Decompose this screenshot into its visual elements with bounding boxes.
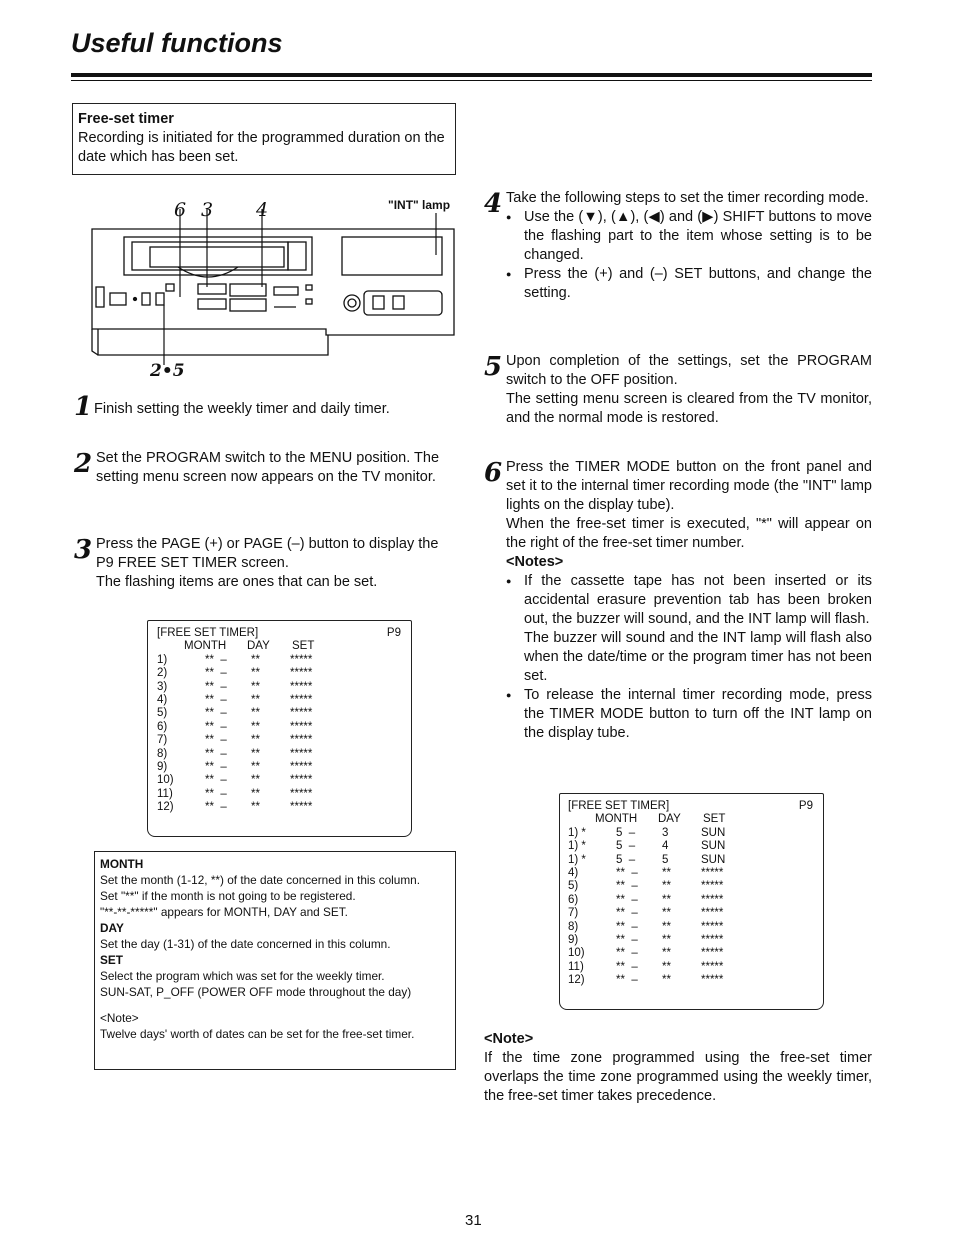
step-text-2: The flashing items are ones that can be set.: [96, 574, 378, 590]
screen-cell: ** –: [205, 680, 227, 693]
screen-row: [568, 961, 813, 974]
desc-month-2: Set "**" if the month is not going to be registered.: [100, 889, 356, 903]
screen-row: [568, 947, 813, 960]
screen-row: [568, 827, 813, 840]
step-number: 4: [484, 189, 503, 219]
screen-cell: *****: [290, 761, 313, 774]
desc-note-title: <Note>: [100, 1011, 139, 1025]
screen-row: [157, 801, 401, 814]
screen-cell: ** –: [205, 774, 227, 787]
title-rule-thin: [71, 80, 872, 81]
screen-row: [568, 867, 813, 880]
screen-cell: *****: [290, 680, 313, 693]
title-rule: [71, 73, 872, 77]
screen-cell: *****: [701, 893, 724, 906]
screen-row: [568, 934, 813, 947]
desc-month-title: MONTH: [100, 857, 144, 871]
screen-cell: 4: [662, 840, 669, 853]
screen-cell: SUN: [701, 826, 726, 839]
step-4: [484, 189, 872, 303]
screen-row: [157, 707, 401, 720]
screen-row: [157, 667, 401, 680]
screen-cell: **: [251, 680, 260, 693]
screen-cell: 1) *: [568, 826, 586, 839]
screen-cell: *****: [701, 867, 724, 880]
screen-page: P9: [798, 800, 813, 812]
screen-header-row: MONTH DAY SET: [184, 640, 315, 653]
screen-title: [FREE SET TIMER]: [157, 627, 259, 639]
screen-cell: SUN: [701, 853, 726, 866]
screen-cell: 4): [157, 694, 168, 707]
screen-cell: *****: [290, 801, 313, 814]
screen-cell: *****: [701, 880, 724, 893]
notes-title: <Notes>: [506, 554, 564, 570]
screen-cell: ** –: [616, 934, 638, 947]
screen-row: [568, 840, 813, 853]
screen-cell: **: [251, 734, 260, 747]
screen-cell: 1): [157, 653, 168, 666]
step-text: Press the TIMER MODE button on the front panel and set it to the internal timer recording mode (the "INT" lamp lights on the display tube).: [506, 459, 872, 513]
screen-cell: 7): [568, 907, 579, 920]
screen-cell: 3): [157, 680, 168, 693]
screen-cell: **: [662, 974, 671, 987]
screen-cell: ** –: [616, 960, 638, 973]
screen-cell: 1) *: [568, 840, 586, 853]
desc-day-title: DAY: [100, 921, 124, 935]
step-text-2: When the free-set timer is executed, "*" will appear on the right of the free-set timer number.: [506, 516, 872, 551]
step-text: Take the following steps to set the timer recording mode.: [506, 190, 869, 206]
screen-row: [157, 788, 401, 801]
step-number: 5: [484, 352, 503, 382]
screen-cell: 4): [568, 867, 579, 880]
screen-cell: ** –: [205, 801, 227, 814]
screen-cell: **: [251, 761, 260, 774]
screen-cell: **: [251, 667, 260, 680]
screen-cell: 8): [568, 920, 579, 933]
step-text: Upon completion of the settings, set the PROGRAM switch to the OFF position.: [506, 353, 872, 388]
screen-row: [157, 654, 401, 667]
screen-cell: 6): [157, 720, 168, 733]
screen-cell: ** –: [616, 867, 638, 880]
screen-cell: ** –: [616, 907, 638, 920]
screen-cell: 5 –: [616, 853, 636, 866]
screen-cell: *****: [290, 707, 313, 720]
screen-cell: ** –: [205, 667, 227, 680]
step-1: [74, 392, 460, 422]
screen-cell: *****: [290, 774, 313, 787]
screen-cell: **: [251, 801, 260, 814]
screen-cell: ** –: [205, 787, 227, 800]
screen-header-row: MONTH DAY SET: [595, 813, 726, 826]
screen-row: [568, 854, 813, 867]
screen-cell: **: [662, 934, 671, 947]
screen-cell: *****: [290, 694, 313, 707]
desc-set-2: SUN-SAT, P_OFF (POWER OFF mode throughout the day): [100, 985, 412, 999]
note-right-title: <Note>: [484, 1031, 534, 1047]
int-lamp-label: "INT" lamp: [388, 198, 451, 212]
screen-cell: SUN: [701, 840, 726, 853]
screen-cell: **: [251, 774, 260, 787]
note-bullet-1: ● If the cassette tape has not been inserted or its accidental erasure prevention tab has been broken out, the buzzer will sound, and the INT lamp will flash. The buzzer will sound and the INT lamp will flash also when the date/time or the program timer has not been set.: [506, 572, 872, 686]
desc-set-1: Select the program which was set for the weekly timer.: [100, 969, 385, 983]
page-title: Useful functions: [71, 28, 283, 58]
screen-cell: *****: [290, 787, 313, 800]
screen-cell: ** –: [616, 974, 638, 987]
step-4-bullet-1: ● Use the (▼), (▲), (◀) and (▶) SHIFT buttons to move the flashing part to the item whose setting is to be changed.: [506, 208, 872, 265]
screen-cell: ** –: [205, 734, 227, 747]
screen-cell: **: [662, 893, 671, 906]
screen-cell: ** –: [616, 947, 638, 960]
note-bullet-1b: The buzzer will sound and the INT lamp will flash also when the date/time or the program timer has not been set.: [524, 630, 872, 684]
step-text: Press the PAGE (+) or PAGE (–) button to display the P9 FREE SET TIMER screen.: [96, 536, 439, 571]
screen-cell: **: [662, 907, 671, 920]
intro-title: Free-set timer: [78, 111, 174, 127]
screen-cell: ** –: [205, 747, 227, 760]
screen-cell: *****: [701, 934, 724, 947]
screen-cell: ** –: [205, 653, 227, 666]
screen-cell: *****: [290, 747, 313, 760]
desc-month-1: Set the month (1-12, **) of the date concerned in this column.: [100, 873, 421, 887]
step-text: Finish setting the weekly timer and daily timer.: [94, 401, 390, 417]
screen-cell: 9): [157, 761, 168, 774]
screen-cell: **: [251, 747, 260, 760]
screen-row: [568, 921, 813, 934]
screen-row: [157, 681, 401, 694]
screen-cell: **: [662, 867, 671, 880]
screen-cell: 9): [568, 934, 579, 947]
screen-cell: 11): [157, 787, 173, 800]
screen-cell: *****: [290, 734, 313, 747]
screen-cell: *****: [290, 667, 313, 680]
note-bullet-2: ● To release the internal timer recording mode, press the TIMER MODE button to turn off the INT lamp on the display tube.: [506, 686, 872, 743]
screen-cell: ** –: [205, 694, 227, 707]
vcr-front-panel-diagram: [88, 195, 460, 385]
free-set-timer-screen-2: [559, 793, 824, 1010]
screen-cell: 6): [568, 893, 579, 906]
step-6: [484, 458, 872, 743]
screen-cell: **: [251, 787, 260, 800]
callout-3: 3: [201, 199, 214, 221]
screen-cell: 5 –: [616, 840, 636, 853]
screen-cell: **: [251, 653, 260, 666]
screen-row: [157, 761, 401, 774]
screen-cell: *****: [701, 907, 724, 920]
screen-title: [FREE SET TIMER]: [568, 800, 670, 812]
screen-cell: 2): [157, 667, 168, 680]
screen-cell: ** –: [205, 720, 227, 733]
screen-cell: *****: [701, 920, 724, 933]
screen-cell: **: [662, 880, 671, 893]
screen-cell: ** –: [205, 707, 227, 720]
desc-set-title: SET: [100, 953, 123, 967]
screen-cell: **: [662, 920, 671, 933]
screen-cell: 5): [568, 880, 579, 893]
step-number: 1: [74, 392, 93, 422]
note-right-text: If the time zone programmed using the free-set timer overlaps the time zone programmed using the weekly timer, the free-set timer takes precedence.: [484, 1050, 872, 1104]
screen-cell: 12): [568, 974, 585, 987]
screen-row: [157, 694, 401, 707]
step-4-bullet-2: ● Press the (+) and (–) SET buttons, and change the setting.: [506, 265, 872, 303]
screen-page: P9: [386, 627, 401, 639]
step-number: 6: [484, 458, 503, 488]
screen-row: [568, 907, 813, 920]
screen-row: [157, 774, 401, 787]
screen-cell: 11): [568, 960, 584, 973]
screen-row: [157, 721, 401, 734]
screen-cell: 5 –: [616, 826, 636, 839]
desc-day-1: Set the day (1-31) of the date concerned in this column.: [100, 937, 391, 951]
screen-cell: 3: [662, 826, 669, 839]
screen-cell: ** –: [616, 920, 638, 933]
screen-row: [568, 894, 813, 907]
screen-cell: 5): [157, 707, 168, 720]
screen-cell: ** –: [616, 893, 638, 906]
callout-4: 4: [256, 199, 269, 221]
callout-2-5: 2•5: [150, 361, 185, 381]
step-text: Set the PROGRAM switch to the MENU position. The setting menu screen now appears on the TV monitor.: [96, 450, 440, 485]
screen-cell: *****: [701, 974, 724, 987]
screen-cell: ** –: [616, 880, 638, 893]
step-3: [74, 535, 460, 592]
screen-cell: 10): [568, 947, 585, 960]
step-number: 2: [74, 449, 93, 479]
screen-row: [568, 880, 813, 893]
screen-cell: 10): [157, 774, 174, 787]
desc-month-3: "**-**-*****" appears for MONTH, DAY and SET.: [100, 905, 348, 919]
free-set-timer-screen-1: [147, 620, 412, 837]
screen-cell: 7): [157, 734, 168, 747]
intro-box: [72, 103, 456, 175]
screen-row: [568, 974, 813, 987]
screen-cell: 8): [157, 747, 168, 760]
screen-cell: **: [662, 960, 671, 973]
step-2: [74, 449, 460, 487]
screen-cell: **: [251, 720, 260, 733]
screen-cell: 1) *: [568, 853, 586, 866]
screen-cell: 5: [662, 853, 669, 866]
screen-cell: ** –: [205, 761, 227, 774]
intro-text: Recording is initiated for the programmed duration on the date which has been set.: [78, 130, 445, 165]
screen-cell: *****: [290, 720, 313, 733]
screen-row: [157, 734, 401, 747]
screen-cell: **: [251, 707, 260, 720]
screen-cell: *****: [701, 960, 724, 973]
screen-cell: *****: [701, 947, 724, 960]
screen-cell: **: [662, 947, 671, 960]
field-description-box: [94, 851, 456, 1070]
screen-row: [157, 748, 401, 761]
screen-cell: *****: [290, 653, 313, 666]
step-text-2: The setting menu screen is cleared from the TV monitor, and the normal mode is restored.: [506, 391, 872, 426]
screen-cell: **: [251, 694, 260, 707]
note-right: [484, 1030, 872, 1106]
vcr-panel-illustration: [88, 195, 460, 385]
page-number: 31: [465, 1212, 482, 1229]
step-number: 3: [74, 535, 93, 565]
callout-6: 6: [174, 199, 187, 221]
screen-cell: 12): [157, 801, 174, 814]
step-5: [484, 352, 872, 428]
desc-note-1: Twelve days' worth of dates can be set for the free-set timer.: [100, 1027, 415, 1041]
